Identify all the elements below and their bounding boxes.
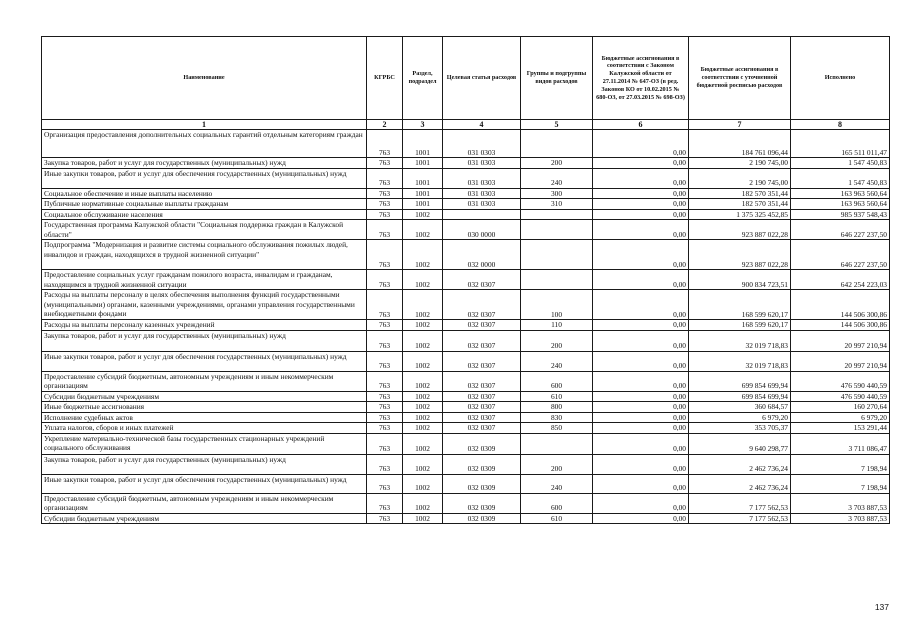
row-law: 0,00 [593,433,689,454]
row-vid: 200 [521,158,593,169]
row-tsel: 032 0307 [443,371,521,391]
row-kgrbs: 763 [367,493,403,513]
table-row [42,130,890,158]
row-kgrbs: 763 [367,513,403,524]
row-tsel: 032 0307 [443,412,521,423]
row-tsel: 032 0307 [443,351,521,371]
row-plan: 168 599 620,17 [689,320,791,331]
row-ispoln: 144 506 300,86 [791,320,890,331]
table-row [42,199,890,210]
row-plan: 7 177 562,53 [689,493,791,513]
row-razdel: 1001 [403,168,443,188]
row-name: Расходы на выплаты персоналу в целях обеспечения выполнения функций государственными (муниципальными) органами, казенными учреждениями, органами управления государственными внебюджетными фондами [42,290,367,320]
row-kgrbs: 763 [367,351,403,371]
row-tsel: 032 0307 [443,330,521,351]
header-plan: Бюджетные ассигнования в соответствии с уточненной бюджетной росписью расходов [689,37,791,120]
row-razdel: 1002 [403,454,443,474]
row-vid: 300 [521,188,593,199]
row-name: Уплата налогов, сборов и иных платежей [42,423,367,434]
row-law: 0,00 [593,320,689,331]
row-plan: 2 462 736,24 [689,454,791,474]
row-name: Иные закупки товаров, работ и услуг для обеспечения государственных (муниципальных) нужд [42,351,367,371]
row-ispoln: 163 963 560,64 [791,188,890,199]
row-kgrbs: 763 [367,330,403,351]
row-law: 0,00 [593,474,689,493]
row-vid [521,270,593,290]
table-row [42,158,890,169]
row-vid: 100 [521,290,593,320]
row-name: Субсидии бюджетным учреждениям [42,391,367,402]
table-row [42,391,890,402]
row-razdel: 1002 [403,320,443,331]
row-tsel: 032 0307 [443,423,521,434]
table-row [42,423,890,434]
row-law: 0,00 [593,423,689,434]
header-kgrbs: КГРБС [367,37,403,120]
row-plan: 353 705,37 [689,423,791,434]
row-law: 0,00 [593,351,689,371]
column-number-row [42,120,890,130]
row-vid [521,220,593,240]
row-razdel: 1002 [403,391,443,402]
table-row [42,371,890,391]
row-ispoln: 646 227 237,50 [791,240,890,270]
row-ispoln: 476 590 440,59 [791,391,890,402]
row-kgrbs: 763 [367,423,403,434]
row-law: 0,00 [593,158,689,169]
row-tsel: 032 0309 [443,474,521,493]
row-kgrbs: 763 [367,454,403,474]
row-kgrbs: 763 [367,270,403,290]
row-vid: 240 [521,474,593,493]
row-ispoln: 20 997 210,94 [791,330,890,351]
header-row [42,37,890,120]
row-razdel: 1002 [403,474,443,493]
row-name: Подпрограмма "Модернизация и развитие системы социального обслуживания пожилых людей, инвалидов и граждан, находящихся в трудной жизненной ситуации" [42,240,367,270]
row-ispoln: 1 547 450,83 [791,158,890,169]
row-plan: 1 375 325 452,85 [689,209,791,220]
row-ispoln: 6 979,20 [791,412,890,423]
column-number: 5 [521,120,593,130]
column-number: 7 [689,120,791,130]
column-number: 3 [403,120,443,130]
row-tsel: 032 0307 [443,270,521,290]
header-vid: Группы и подгруппы видов расходов [521,37,593,120]
row-law: 0,00 [593,391,689,402]
row-kgrbs: 763 [367,402,403,413]
row-vid: 600 [521,371,593,391]
row-ispoln: 1 547 450,83 [791,168,890,188]
row-vid: 200 [521,330,593,351]
table-row [42,433,890,454]
row-law: 0,00 [593,371,689,391]
row-kgrbs: 763 [367,290,403,320]
row-razdel: 1001 [403,158,443,169]
row-kgrbs: 763 [367,474,403,493]
row-name: Предоставление субсидий бюджетным, автономным учреждениям и иным некоммерческим организациям [42,371,367,391]
row-tsel: 032 0000 [443,240,521,270]
row-law: 0,00 [593,220,689,240]
row-vid: 240 [521,168,593,188]
row-razdel: 1001 [403,188,443,199]
row-law: 0,00 [593,199,689,210]
row-tsel: 032 0309 [443,493,521,513]
column-number: 4 [443,120,521,130]
row-ispoln: 165 511 011,47 [791,130,890,158]
row-kgrbs: 763 [367,209,403,220]
row-law: 0,00 [593,270,689,290]
row-tsel: 031 0303 [443,188,521,199]
row-plan: 360 684,57 [689,402,791,413]
row-name: Организация предоставления дополнительных социальных гарантий отдельным категориям граждан [42,130,367,158]
table-row [42,351,890,371]
row-kgrbs: 763 [367,433,403,454]
row-name: Исполнение судебных актов [42,412,367,423]
row-razdel: 1002 [403,290,443,320]
table-row [42,513,890,524]
row-razdel: 1002 [403,433,443,454]
table-row [42,330,890,351]
row-plan: 182 570 351,44 [689,199,791,210]
header-tsel: Целевая статья расходов [443,37,521,120]
row-razdel: 1002 [403,209,443,220]
row-vid: 850 [521,423,593,434]
row-name: Иные закупки товаров, работ и услуг для обеспечения государственных (муниципальных) нужд [42,474,367,493]
row-plan: 2 190 745,00 [689,158,791,169]
row-vid: 310 [521,199,593,210]
table-row [42,493,890,513]
row-tsel: 032 0307 [443,391,521,402]
row-vid: 240 [521,351,593,371]
row-law: 0,00 [593,513,689,524]
row-kgrbs: 763 [367,320,403,331]
row-law: 0,00 [593,402,689,413]
row-vid: 200 [521,454,593,474]
row-name: Социальное обслуживание населения [42,209,367,220]
row-plan: 2 462 736,24 [689,474,791,493]
row-razdel: 1002 [403,493,443,513]
row-razdel: 1002 [403,270,443,290]
row-plan: 699 854 699,94 [689,391,791,402]
row-razdel: 1002 [403,351,443,371]
table-row [42,240,890,270]
row-plan: 923 887 022,28 [689,240,791,270]
row-law: 0,00 [593,130,689,158]
column-number: 8 [791,120,890,130]
row-plan: 2 190 745,00 [689,168,791,188]
row-ispoln: 163 963 560,64 [791,199,890,210]
row-law: 0,00 [593,493,689,513]
page-number: 137 [874,602,889,612]
row-tsel: 032 0307 [443,402,521,413]
row-vid [521,209,593,220]
table-row [42,402,890,413]
row-vid [521,240,593,270]
row-razdel: 1002 [403,330,443,351]
row-name: Закупка товаров, работ и услуг для государственных (муниципальных) нужд [42,454,367,474]
row-law: 0,00 [593,209,689,220]
row-plan: 699 854 699,94 [689,371,791,391]
row-name: Иные бюджетные ассигнования [42,402,367,413]
row-razdel: 1002 [403,412,443,423]
row-law: 0,00 [593,330,689,351]
row-ispoln: 3 703 887,53 [791,493,890,513]
row-plan: 32 019 718,83 [689,351,791,371]
row-law: 0,00 [593,188,689,199]
row-razdel: 1002 [403,513,443,524]
row-plan: 900 834 723,51 [689,270,791,290]
row-vid: 610 [521,513,593,524]
row-vid: 110 [521,320,593,331]
row-vid [521,433,593,454]
column-number: 2 [367,120,403,130]
header-law: Бюджетные ассигнования в соответствии с Законом Калужской области от 27.11.2014 № 647-ОЗ (в ред. Законов КО от 10.02.2015 № 680-ОЗ, от 27.03.2015 № 698-ОЗ) [593,37,689,120]
row-kgrbs: 763 [367,240,403,270]
header-razdel: Раздел, подраздел [403,37,443,120]
row-kgrbs: 763 [367,391,403,402]
row-law: 0,00 [593,412,689,423]
row-vid: 830 [521,412,593,423]
row-tsel: 031 0303 [443,199,521,210]
row-kgrbs: 763 [367,158,403,169]
row-name: Укрепление материально-технической базы государственных стационарных учреждений социального обслуживания [42,433,367,454]
row-name: Закупка товаров, работ и услуг для государственных (муниципальных) нужд [42,158,367,169]
row-vid: 600 [521,493,593,513]
row-name: Субсидии бюджетным учреждениям [42,513,367,524]
row-tsel: 032 0309 [443,513,521,524]
row-razdel: 1002 [403,240,443,270]
row-kgrbs: 763 [367,220,403,240]
row-razdel: 1001 [403,130,443,158]
row-razdel: 1001 [403,199,443,210]
row-kgrbs: 763 [367,130,403,158]
row-name: Предоставление социальных услуг гражданам пожилого возраста, инвалидам и гражданам, находящимся в трудной жизненной ситуации [42,270,367,290]
row-tsel: 031 0303 [443,168,521,188]
column-number: 6 [593,120,689,130]
row-name: Предоставление субсидий бюджетным, автономным учреждениям и иным некоммерческим организациям [42,493,367,513]
row-ispoln: 153 291,44 [791,423,890,434]
row-tsel: 032 0309 [443,433,521,454]
row-law: 0,00 [593,290,689,320]
row-name: Расходы на выплаты персоналу казенных учреждений [42,320,367,331]
row-vid [521,130,593,158]
row-razdel: 1002 [403,371,443,391]
row-plan: 184 761 096,44 [689,130,791,158]
row-ispoln: 20 997 210,94 [791,351,890,371]
table-row [42,188,890,199]
row-kgrbs: 763 [367,199,403,210]
row-name: Социальное обеспечение и иные выплаты населению [42,188,367,199]
row-name: Государственная программа Калужской области "Социальная поддержка граждан в Калужской области" [42,220,367,240]
row-law: 0,00 [593,168,689,188]
row-kgrbs: 763 [367,188,403,199]
row-ispoln: 476 590 440,59 [791,371,890,391]
header-name: Наименование [42,37,367,120]
row-tsel: 030 0000 [443,220,521,240]
row-ispoln: 3 711 086,47 [791,433,890,454]
row-law: 0,00 [593,240,689,270]
row-tsel: 032 0309 [443,454,521,474]
row-tsel [443,209,521,220]
table-row [42,320,890,331]
row-razdel: 1002 [403,423,443,434]
row-ispoln: 7 198,94 [791,474,890,493]
row-name: Закупка товаров, работ и услуг для государственных (муниципальных) нужд [42,330,367,351]
table-row [42,474,890,493]
row-plan: 7 177 562,53 [689,513,791,524]
row-tsel: 032 0307 [443,290,521,320]
row-ispoln: 144 506 300,86 [791,290,890,320]
table-row [42,270,890,290]
table-row [42,290,890,320]
row-name: Публичные нормативные социальные выплаты гражданам [42,199,367,210]
row-ispoln: 985 937 548,43 [791,209,890,220]
row-ispoln: 7 198,94 [791,454,890,474]
column-number: 1 [42,120,367,130]
row-vid: 610 [521,391,593,402]
row-kgrbs: 763 [367,168,403,188]
row-tsel: 032 0307 [443,320,521,331]
row-razdel: 1002 [403,402,443,413]
row-tsel: 031 0303 [443,158,521,169]
row-razdel: 1002 [403,220,443,240]
table-row [42,220,890,240]
row-plan: 9 640 298,77 [689,433,791,454]
row-ispoln: 160 270,64 [791,402,890,413]
row-ispoln: 642 254 223,03 [791,270,890,290]
row-name: Иные закупки товаров, работ и услуг для обеспечения государственных (муниципальных) нужд [42,168,367,188]
row-kgrbs: 763 [367,412,403,423]
row-plan: 923 887 022,28 [689,220,791,240]
row-ispoln: 646 227 237,50 [791,220,890,240]
row-plan: 32 019 718,83 [689,330,791,351]
table-row [42,168,890,188]
row-plan: 168 599 620,17 [689,290,791,320]
row-ispoln: 3 703 887,53 [791,513,890,524]
budget-table [41,36,890,524]
row-vid: 800 [521,402,593,413]
row-law: 0,00 [593,454,689,474]
table-row [42,412,890,423]
table-row [42,209,890,220]
table-row [42,454,890,474]
row-plan: 182 570 351,44 [689,188,791,199]
row-tsel: 031 0303 [443,130,521,158]
row-kgrbs: 763 [367,371,403,391]
row-plan: 6 979,20 [689,412,791,423]
header-ispoln: Исполнено [791,37,890,120]
